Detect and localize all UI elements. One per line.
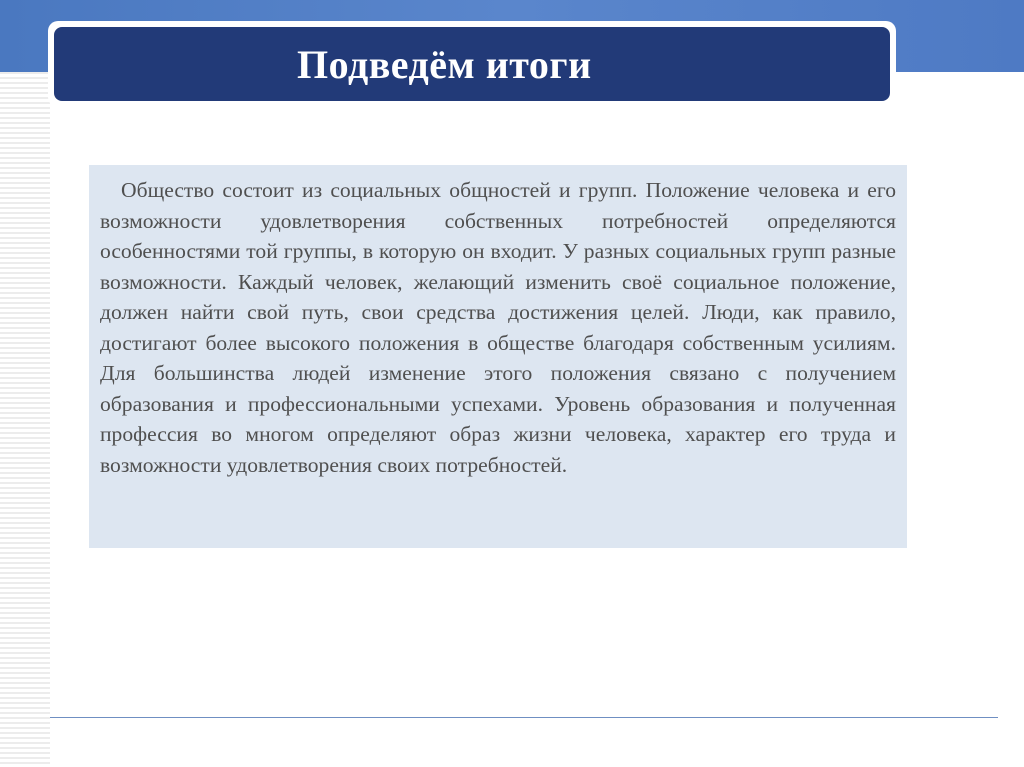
title-bar [54,27,890,101]
bottom-divider [50,717,998,718]
left-stripe-decoration [0,72,50,767]
slide-title: Подведём итоги [297,41,592,87]
content-paragraph: Общество состоит из социальных общностей и групп. Положение человека и его возможности удовлетворения собственных потребностей определяются особенностями той группы, в которую он входит. У разных социальных групп разные возможности. Каждый человек, желающий изменить своё социальное положение, должен найти свой путь, свои средства достижения целей. Люди, как правило, достигают более высокого положения в обществе благодаря собственным усилиям. Для большинства людей изменение этого положения связано с получением образования и профессиональными успехами. Уровень образования и полученная профессия во многом определяют образ жизни человека, характер его труда и возможности удовлетворения своих потребностей. [100,178,896,477]
content-box [89,165,907,548]
